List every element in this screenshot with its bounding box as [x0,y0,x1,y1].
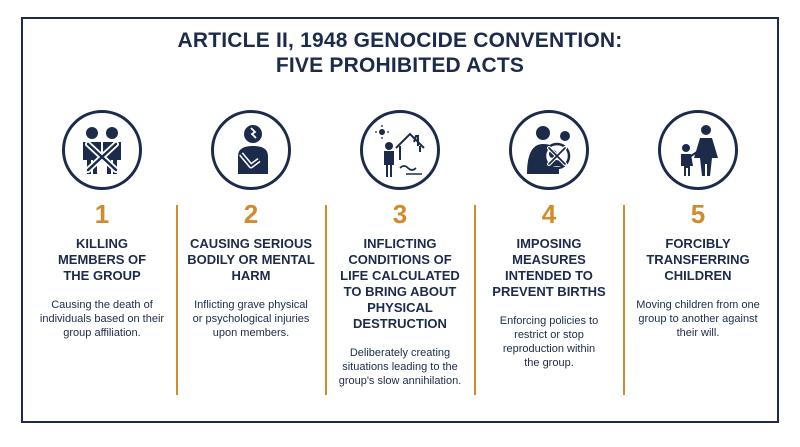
page-title [0,28,800,78]
act-number: 5 [690,199,706,229]
act-number: 3 [392,199,408,229]
crossed-baby-icon [509,110,589,190]
act-heading: INFLICTING CONDITIONS OF LIFE CALCULATED TO BRING ABOUT PHYSICAL DESTRUCTION [340,236,460,331]
adult-child-walking-icon [658,110,738,190]
act-description: Inflicting grave physical or psychological injuries upon members. [192,299,310,339]
act-heading: IMPOSING MEASURES INTENDED TO PREVENT BIRTHS [492,236,606,299]
act-description: Moving children from one group to another against their will. [636,299,760,339]
title-line-1: ARTICLE II, 1948 GENOCIDE CONVENTION: [177,29,623,52]
act-description: Enforcing policies to restrict or stop reproduction within the group. [499,315,599,369]
injured-person-icon [211,110,291,190]
ruined-house-icon [360,110,440,190]
act-heading: FORCIBLY TRANSFERRING CHILDREN [646,236,750,283]
act-description: Deliberately creating situations leading to the group's slow annihilation. [338,347,462,387]
act-number: 1 [94,199,110,229]
act-description: Causing the death of individuals based on their group affiliation. [39,299,165,339]
act-column-4 [474,110,624,370]
act-column-2 [176,110,326,340]
act-number: 2 [243,199,259,229]
act-heading: CAUSING SERIOUS BODILY OR MENTAL HARM [187,236,315,283]
act-number: 4 [541,199,557,229]
act-heading: KILLING MEMBERS OF THE GROUP [57,236,147,283]
act-column-3 [325,110,475,388]
title-line-2: FIVE PROHIBITED ACTS [275,54,525,77]
crossed-out-people-icon [62,110,142,190]
act-column-5 [623,110,773,340]
act-column-1 [27,110,177,340]
